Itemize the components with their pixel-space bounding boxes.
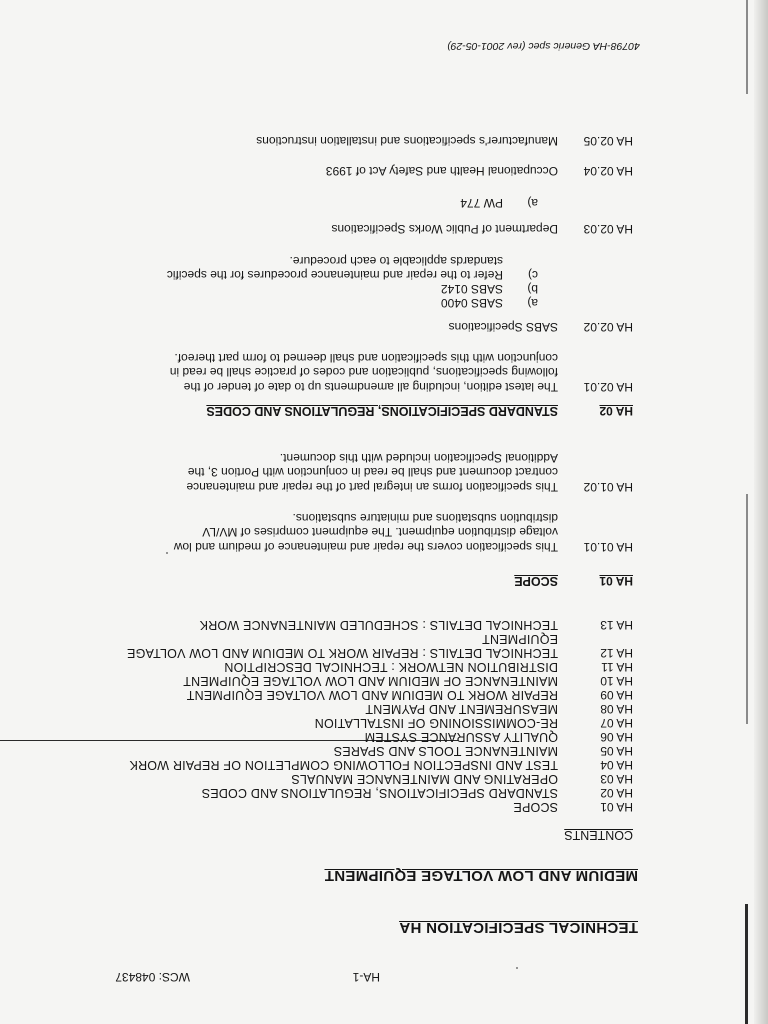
toc-text: OPERATING AND MAINTENANCE MANUALS xyxy=(291,772,558,786)
binding-line-mid xyxy=(746,494,748,724)
section-heading: SCOPE xyxy=(514,574,558,588)
toc-num: HA 12 xyxy=(600,646,633,660)
document-title: TECHNICAL SPECIFICATION HA xyxy=(399,919,638,936)
section-num: HA 01 xyxy=(599,574,633,588)
toc-text: TEST AND INSPECTION FOLLOWING COMPLETION OF REPAIR WORK xyxy=(129,758,558,772)
sub-item-label: a) xyxy=(527,196,538,210)
clause-text: Department of Public Works Specifications xyxy=(331,222,558,236)
toc-text: TECHNICAL DETAILS : SCHEDULED MAINTENANCE WORK xyxy=(199,618,558,632)
clause-num: HA 02.05 xyxy=(583,134,633,148)
clause-line: distribution substations and miniature substations. xyxy=(292,511,558,525)
toc-num: HA 05 xyxy=(600,744,633,758)
clause-num: HA 02.02 xyxy=(583,320,633,334)
toc-num: HA 13 xyxy=(600,618,633,632)
toc-num: HA 02 xyxy=(600,786,633,800)
toc-num: HA 01 xyxy=(600,800,633,814)
document-subtitle: MEDIUM AND LOW VOLTAGE EQUIPMENT xyxy=(324,867,638,884)
scan-edge-shadow xyxy=(754,0,768,1024)
toc-text: MAINTENANCE TOOLS AND SPARES xyxy=(333,744,558,758)
toc-text-continued: EQUIPMENT xyxy=(481,632,558,646)
sub-item-label: a) xyxy=(527,296,538,310)
sub-item-text-continued: standards applicable to each procedure. xyxy=(289,254,503,268)
clause-line: Additional Specification included with this document. xyxy=(279,451,558,465)
clause-line: conjunction with this specification and shall deemed to form part thereof. xyxy=(174,351,558,365)
wcs-number: WCS: 048437 xyxy=(115,970,190,984)
contents-heading: CONTENTS xyxy=(564,828,633,842)
toc-text: DISTRIBUTION NETWORK : TECHNICAL DESCRIPTION xyxy=(224,660,558,674)
toc-text: STANDARD SPECIFICATIONS, REGULATIONS AND CODES xyxy=(201,786,558,800)
toc-text: TECHNICAL DETAILS : REPAIR WORK TO MEDIUM AND LOW VOLTAGE xyxy=(126,646,558,660)
clause-line: This specification covers the repair and maintenance of medium and low xyxy=(173,540,558,554)
clause-line: The latest edition, including all amendments up to date of tender of the xyxy=(183,380,558,394)
clause-num: HA 01.02 xyxy=(583,480,633,494)
binding-line-bottom xyxy=(746,0,748,94)
clause-num: HA 02.04 xyxy=(583,164,633,178)
sub-item-text: Refer to the repair and maintenance procedures for the specific xyxy=(166,268,503,282)
clause-num: HA 02.03 xyxy=(583,222,633,236)
toc-text: QUALITY ASSURANCE SYSTEM xyxy=(364,730,558,744)
toc-text: MAINTENANCE OF MEDIUM AND LOW VOLTAGE EQUIPMENT xyxy=(183,674,558,688)
binding-line-top xyxy=(745,904,748,1024)
section-heading: STANDARD SPECIFICATIONS, REGULATIONS AND CODES xyxy=(206,404,558,418)
toc-num: HA 03 xyxy=(600,772,633,786)
toc-num: HA 04 xyxy=(600,758,633,772)
toc-num: HA 06 xyxy=(600,730,633,744)
clause-text: Occupational Health and Safety Act of 1993 xyxy=(325,164,558,178)
clause-line: This specification forms an integral part of the repair and maintenance xyxy=(186,480,558,494)
toc-num: HA 11 xyxy=(601,660,633,674)
section-num: HA 02 xyxy=(599,404,633,418)
clause-text: SABS Specifications xyxy=(448,320,558,334)
sub-item-label: c) xyxy=(528,268,538,282)
clause-num: HA 01.01 xyxy=(583,540,633,554)
toc-text: REPAIR WORK TO MEDIUM AND LOW VOLTAGE EQUIPMENT xyxy=(186,688,558,702)
sub-item-text: PW 774 xyxy=(460,196,503,210)
toc-num: HA 10 xyxy=(600,674,633,688)
footer-reference: 40798-HA Generic spec (rev 2001-05-29) xyxy=(447,40,640,52)
toc-num: HA 07 xyxy=(600,716,633,730)
clause-line: voltage distribution equipment. The equipment comprises of MV/LV xyxy=(202,525,558,540)
clause-text: Manufacturer's specifications and installation instructions xyxy=(256,134,558,148)
clause-line: following specifications, publication and codes of practice shall be read in xyxy=(169,365,558,380)
sub-item-text: SABS 0142 xyxy=(440,282,503,296)
toc-text: MEASUREMENT AND PAYMENT xyxy=(365,702,558,716)
toc-text: SCOPE xyxy=(513,800,558,814)
scan-speck xyxy=(166,552,168,554)
sub-item-label: b) xyxy=(527,282,538,296)
toc-text: RE-COMMISSIONING OF INSTALLATION xyxy=(314,716,558,730)
sub-item-text: SABS 0400 xyxy=(440,296,503,310)
scan-speck xyxy=(516,967,518,969)
clause-line: contract document and shall be read in conjunction with Portion 3, the xyxy=(187,465,558,480)
clause-num: HA 02.01 xyxy=(583,380,633,394)
toc-num: HA 09 xyxy=(600,688,633,702)
toc-num: HA 08 xyxy=(600,702,633,716)
page-number: HA-1 xyxy=(352,970,380,984)
